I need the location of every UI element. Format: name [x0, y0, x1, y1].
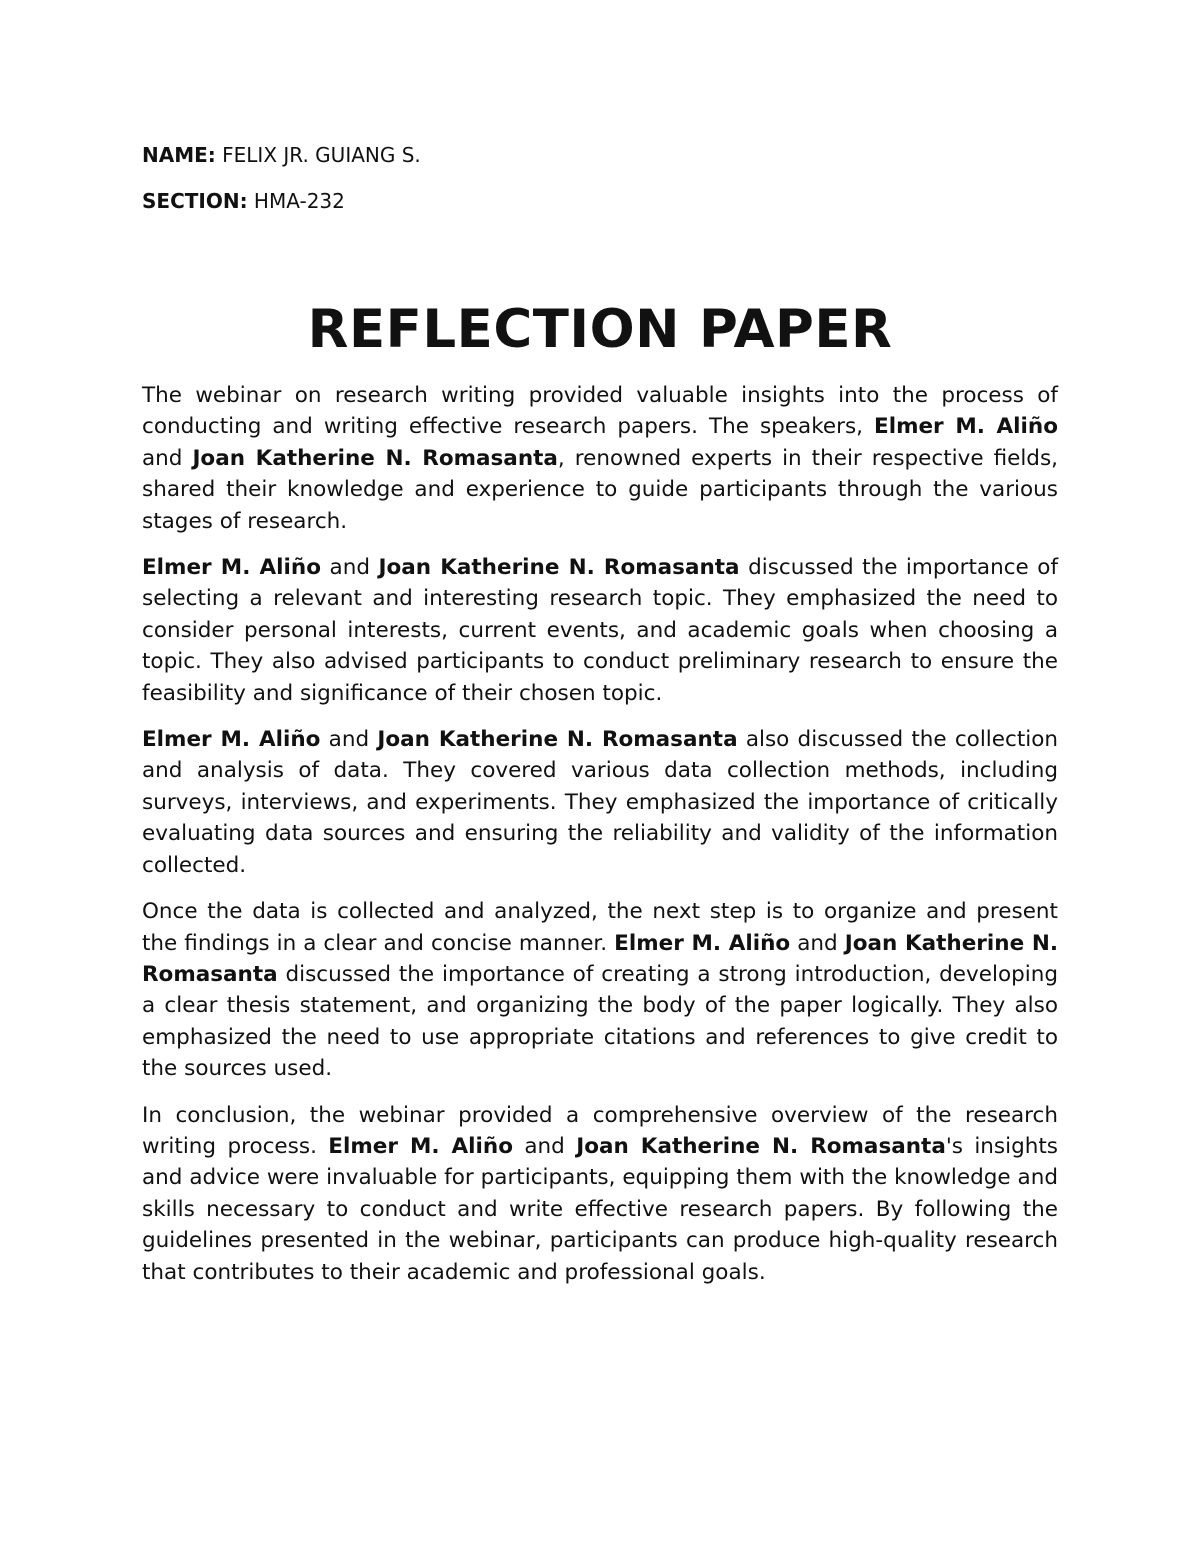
document-body	[142, 140, 1058, 1303]
bold-text: Elmer M. Aliño	[614, 930, 791, 956]
body-text: and	[321, 555, 379, 581]
body-text: and	[513, 1133, 577, 1159]
bold-text: Elmer M. Aliño	[142, 727, 321, 753]
body-text: discussed the importance of creating a strong introduction, developing a clear thesis statement, and organizing the body of the paper logically. They also emphasized the need to use appropriate citations and references to give credit to the sources used.	[142, 961, 1058, 1082]
name-value: FELIX JR. GUIANG S.	[215, 143, 421, 167]
section-value: HMA-232	[247, 189, 345, 213]
bold-text: Joan Katherine N. Romasanta	[378, 555, 740, 581]
body-text: also discussed the collection and analysis of data. They covered various data collection methods, including surveys, interviews, and experiments. They emphasized the importance of critically evaluating data sources and ensuring the reliability and validity of the information collected.	[142, 727, 1059, 878]
body-text: The webinar on research writing provided valuable insights into the process of conducting and writing effective research papers. The speakers,	[142, 383, 1058, 440]
body-text: , renowned experts in their respective fields, shared their knowledge and experience to guide participants through the various stages of research.	[142, 445, 1058, 534]
paragraph-5	[142, 1100, 1058, 1288]
name-label: NAME:	[142, 143, 216, 167]
bold-text: Elmer M. Aliño	[874, 414, 1058, 440]
body-text: In conclusion, the webinar provided a comprehensive overview of the research writing process.	[142, 1102, 1058, 1159]
document-title: REFLECTION PAPER	[307, 299, 893, 360]
bold-text: Joan Katherine N. Romasanta	[576, 1133, 946, 1159]
body-text: Once the data is collected and analyzed, the next step is to organize and present the findings in a clear and concise manner.	[142, 899, 1058, 956]
paragraph-1	[142, 380, 1058, 537]
paragraph-4	[142, 896, 1058, 1084]
body-text: and	[790, 930, 845, 956]
bold-text: Joan Katherine N. Romasanta	[192, 445, 558, 471]
body-text: 's insights and advice were invaluable for participants, equipping them with the knowledge and skills necessary to conduct and write effective research papers. By following the guidelines presented in the webinar, participants can produce high-quality research that contributes to their academic and professional goals.	[142, 1133, 1059, 1285]
paragraph-container	[142, 380, 1058, 1288]
bold-text: Joan Katherine N. Romasanta	[142, 930, 1059, 987]
body-text: and	[142, 445, 193, 471]
section-line	[142, 186, 1058, 216]
paragraph-3	[142, 724, 1058, 881]
bold-text: Elmer M. Aliño	[328, 1133, 513, 1159]
body-text: discussed the importance of selecting a relevant and interesting research topic. They emphasized the need to consider personal interests, current events, and academic goals when choosing a topic. They also advised participants to conduct preliminary research to ensure the feasibility and significance of their chosen topic.	[142, 555, 1059, 706]
name-line	[142, 140, 1058, 170]
paragraph-2	[142, 552, 1058, 709]
bold-text: Joan Katherine N. Romasanta	[377, 727, 738, 753]
section-label: SECTION:	[142, 189, 248, 213]
body-text: and	[320, 727, 378, 753]
bold-text: Elmer M. Aliño	[142, 555, 321, 581]
